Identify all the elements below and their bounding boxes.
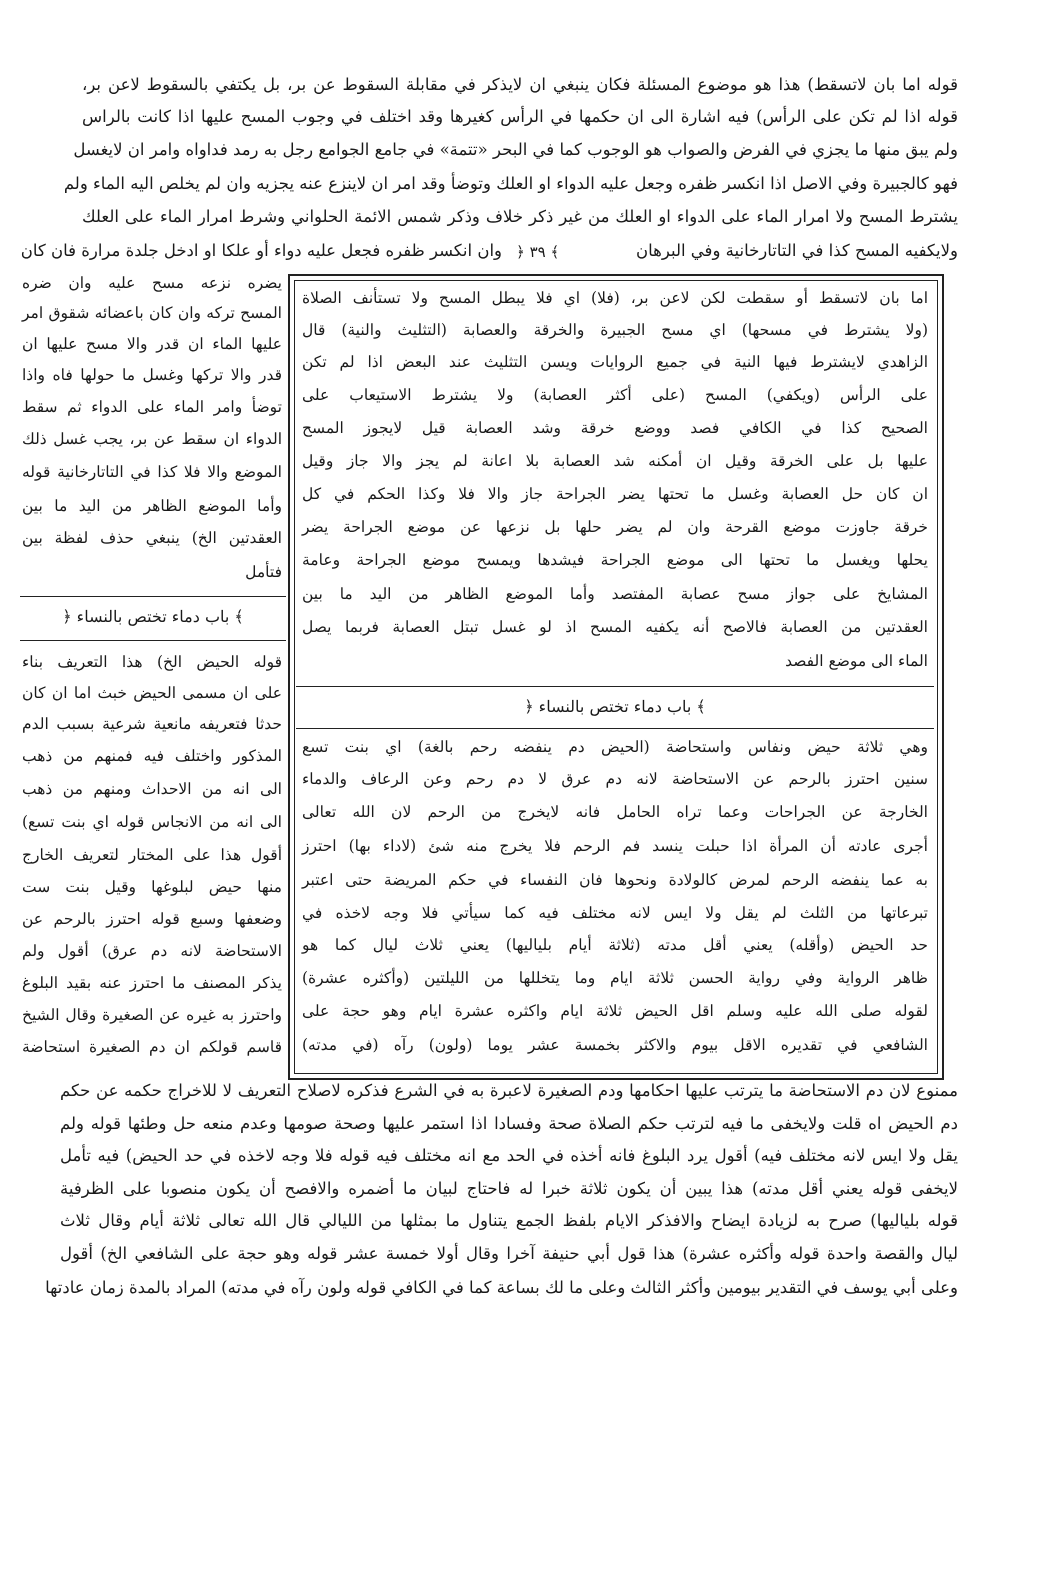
side-rule bbox=[20, 596, 286, 597]
main-text-line: أجرى عادته أن المرأة اذا حبلت ينسد فم الرحم فلا يخرج منه شئ (لاداء بها) احترز bbox=[302, 837, 928, 855]
commentary-line: المذكور واختلف فيه فمنهم من ذهب bbox=[22, 747, 282, 765]
main-text-line: به عما ينفضه الرحم لمرض كالولادة ونحوها فان النفساء في حكم المريضة حتى اعتبر bbox=[302, 871, 928, 889]
commentary-line: فتأمل bbox=[245, 563, 282, 581]
commentary-line: يقل ولا ايس لانه مختلف فيه) أقول يرد البلوغ فانه أخذه في الحد مع انه مختلف فيه قوله فلا وجه لاخذه في حد الحيض) فيه تأمل bbox=[60, 1146, 958, 1165]
commentary-line: فهو كالجبيرة وفي الاصل اذا انكسر ظفره وجعل عليه الدواء او العلك وتوضأ وقد امر ان لاينزع عنه يجزيه وان لم يخلص اليه الماء ولم bbox=[63, 174, 958, 193]
main-text-line: خرقة جاوزت موضع القرحة وان لم يضر حلها بل نزعها عن موضع الجراحة يضر bbox=[302, 518, 928, 536]
commentary-line: ممنوع لان دم الاستحاضة ما يترتب عليها احكامها ودم الصغيرة لاعبرة به في الشرع فذكره لاصلاح التعريف لا للاخراج حكمه عن حكم bbox=[60, 1081, 958, 1100]
commentary-line: وان انكسر ظفره فجعل عليه دواء أو علكا او ادخل جلدة مرارة فان كان bbox=[20, 241, 502, 260]
main-text-line: يحلها ويغسل ما تحتها الى موضع الجراحة فيشدها ويمسح موضع الجراحة وعامة bbox=[302, 551, 928, 569]
commentary-line: لايخفى قوله يعني أقل مدته) هذا يبين أن يكون ثلاثة خبرا له فاحتاج لبيان ما أضمره والافصح أن يكون منصوبا على الظرفية bbox=[60, 1179, 958, 1198]
commentary-line: قوله اذا لم تكن على الرأس) فيه اشارة الى ان حكمها في الرأس كغيرها وقد اختلف في وجوب المسح عليها اذا كانت بالراس bbox=[82, 107, 958, 126]
commentary-line: ولايكفيه المسح كذا في التاتارخانية وفي البرهان bbox=[636, 241, 958, 260]
commentary-line: ليال والقصة واحدة قوله وأكثره عشرة) هذا قول أبي حنيفة آخرا وقال أولا خمسة عشر قوله وهو حجة على الشافعي الخ) أقول bbox=[60, 1244, 958, 1263]
main-text-line: الخارجة عن الجراحات وعما تراه الحامل فانه لايخرج من الرحم لان الله تعالى bbox=[302, 803, 928, 821]
commentary-line: قوله بلياليها) صرح به لزيادة ايضاح والافذكر الايام بلفظ الجمع يتناول ما بمثلها من الليالي قال الله تعالى ثلاثة أيام وقال ثلاث bbox=[60, 1211, 958, 1230]
commentary-line: على ان مسمى الحيض خبث اما ان كان bbox=[22, 684, 282, 702]
main-text-line: ظاهر الرواية وفي رواية الحسن ثلاثة ايام وما يتخللها من الليلتين (وأكثره عشرة) bbox=[302, 969, 928, 987]
commentary-line: توضأ وامر الماء على الدواء ثم سقط bbox=[22, 398, 282, 416]
main-text-line: لقوله صلى الله عليه وسلم اقل الحيض ثلاثة ايام واكثره عشرة ايام وهو حجة على bbox=[302, 1002, 928, 1020]
commentary-line: قوله اما بان لاتسقط) هذا هو موضوع المسئلة فكان ينبغي ان لايذكر في مقابلة السقوط عن بر، بل يكتفي بالسقوط لاعن بر، bbox=[82, 75, 958, 94]
main-text-line: على الرأس (ويكفي) المسح (على أكثر العصابة) ولا يشترط الاستيعاب على bbox=[302, 386, 928, 404]
commentary-line: يضره نزعه مسح عليه وان ضره bbox=[22, 274, 282, 292]
main-text-line: ان كان حل العصابة وغسل ما تحتها يضر الجراحة جاز والا فلا وكذا الحكم في كل bbox=[302, 485, 928, 503]
main-text-line: عليها بل على الخرقة وقيل ان أمكنه شد العصابة بلا اعانة لم يجز والا جاز وقيل bbox=[302, 452, 928, 470]
main-text-line: سنين احترز بالرحم عن الاستحاضة لانه دم عرق لا دم رحم وعن الرعاف والدماء bbox=[302, 770, 928, 788]
commentary-line: دم الحيض اه قلت ولايخفى ما فيه لترتب حكم الصلاة صحة وفسادا اذا استمر عليها وصحة صومها وعدم منعه حل وطئها قوله ولم bbox=[60, 1114, 958, 1133]
main-text-line: المشايخ على جواز مسح عصابة المفتصد وأما الموضع الظاهر من اليد ما بين bbox=[302, 585, 928, 603]
commentary-line: حدثا فتعريفه مانعية شرعية بسبب الدم bbox=[22, 715, 282, 733]
main-rule bbox=[296, 686, 934, 687]
main-text-line: تبرعاتها من الثلث لم يقل ولا ايس لانه مختلف فيه كما سيأتي فلا وجه لاخذه في bbox=[302, 904, 928, 922]
main-text-line: وهي ثلاثة حيض ونفاس واستحاضة (الحيض دم ينفضه رحم بالغة) اي بنت تسع bbox=[302, 738, 928, 756]
commentary-line: الموضع والا فلا كذا في التاتارخانية قوله bbox=[22, 463, 282, 481]
main-text-line: (ولا يشترط في مسحها) اي مسح الجبيرة والخرقة والعصابة (التثليث والنية) قال bbox=[302, 321, 928, 339]
commentary-line: قدر والا تركها وغسل ما حولها فاه واذا bbox=[22, 366, 282, 384]
commentary-line: الى انه من الاحداث ومنهم من ذهب bbox=[22, 780, 282, 798]
commentary-line: عليها الماء ان قدر والا مسح عليها ان bbox=[22, 335, 282, 353]
commentary-line: العقدتين الخ) ينبغي حذف لفظة بين bbox=[22, 529, 282, 547]
main-text-line: الماء الى موضع الفصد bbox=[785, 652, 928, 670]
commentary-line: منها حيض لبلوغها وقيل بنت ست bbox=[22, 878, 282, 896]
commentary-line: وأما الموضع الظاهر من اليد ما بين bbox=[22, 497, 282, 515]
commentary-line: قوله الحيض الخ) هذا التعريف بناء bbox=[22, 653, 282, 671]
main-text-line: اما بان لاتسقط أو سقطت لكن لاعن بر، (فلا) اي فلا يبطل المسح ولا تستأنف الصلاة bbox=[302, 289, 928, 307]
commentary-line: الاستحاضة لانه دم عرق) أقول ولم bbox=[22, 942, 282, 960]
side-chapter-heading: ﴾ باب دماء تختص بالنساء ﴿ bbox=[62, 607, 244, 626]
commentary-line: ولم يبق منها ما يجزي في الفرض والصواب هو الوجوب كما في البحر «تتمة» في جامع الجوامع رجل به رمد فداواه وامر ان لايغسل bbox=[73, 140, 958, 159]
main-text-line: الشافعي في تقديره الاقل بيوم والاكثر بخمسة عشر يوما (ولون) رآه (في مدته) bbox=[302, 1036, 928, 1054]
main-chapter-heading: ﴾ باب دماء تختص بالنساء ﴿ bbox=[524, 697, 706, 716]
commentary-line: واحترز به غيره عن الصغيرة وقال الشيخ bbox=[22, 1006, 282, 1024]
commentary-line: قاسم قولكم ان دم الصغيرة استحاضة bbox=[22, 1038, 282, 1056]
commentary-line: يذكر المصنف ما احترز عنه بقيد البلوغ bbox=[22, 974, 282, 992]
main-text-line: الصحيح كذا في الكافي فصد ووضع خرقة وشد العصابة قيل لايجوز المسح bbox=[302, 419, 928, 437]
commentary-line: يشترط المسح ولا امرار الماء على الدواء او العلك من غير ذكر خلاف وذكر شمس الائمة الحلواني وشرط امرار الماء على العلك bbox=[82, 207, 958, 226]
main-text-line: حد الحيض (وأقله) يعني أقل مدته (ثلاثة أيام بلياليها) يعني ثلاث ليال كما هو bbox=[302, 936, 928, 954]
commentary-line: الى انه من الانجاس قوله اي بنت تسع) bbox=[22, 813, 282, 831]
commentary-line: أقول هذا على المختار لتعريف الخارج bbox=[22, 846, 282, 864]
commentary-line: المسح تركه وان كان باعضائه شقوق امر bbox=[22, 304, 282, 322]
page-number: ﴾ ٣٩ ﴿ bbox=[516, 243, 560, 261]
main-text-line: العقدتين من العصابة فالاصح أنه يكفيه المسح اذ لو غسل تبتل العصابة فربما يصل bbox=[302, 618, 928, 636]
main-text-line: الزاهدي لايشترط فيها النية في جميع الروايات ويسن التثليث عند البعض اذا لم تكن bbox=[302, 353, 928, 371]
commentary-line: وعلى أبي يوسف في التقدير بيومين وأكثر الثالث وعلى ما لك بساعة كما في الكافي قوله ولون رآه في مدته) المراد بالمدة زمان عادتها bbox=[45, 1278, 958, 1297]
commentary-line: وضعفها وسبع قوله احترز بالرحم عن bbox=[22, 910, 282, 928]
side-rule bbox=[20, 640, 286, 641]
commentary-line: الدواء ان سقط عن بر، يجب غسل ذلك bbox=[22, 430, 282, 448]
main-rule bbox=[296, 728, 934, 729]
